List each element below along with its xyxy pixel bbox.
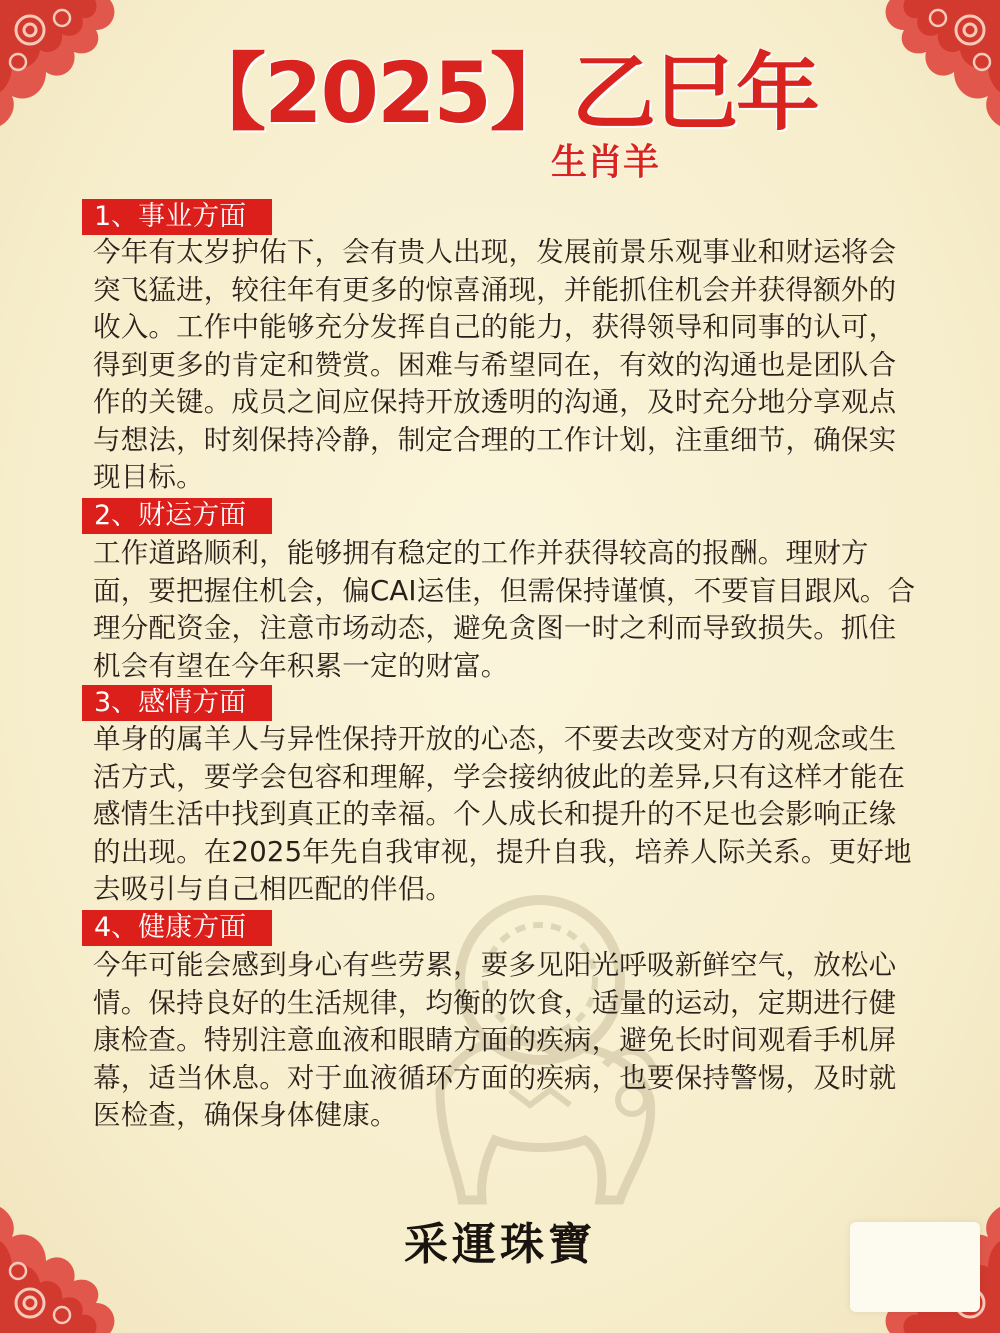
section-label-wealth: 2、财运方面 bbox=[82, 498, 272, 534]
section-label-health: 4、健康方面 bbox=[82, 910, 272, 946]
section-body-health: 今年可能会感到身心有些劳累，要多见阳光呼吸新鲜空气，放松心情。保持良好的生活规律，均衡的饮食，适量的运动，定期进行健康检查。特别注意血液和眼睛方面的疾病，避免长时间观看手机屏幕，适当休息。对于血液循环方面的疾病，也要保持警惕，及时就医检查，确保身体健康。 bbox=[93, 949, 897, 1131]
section-body-career: 今年有太岁护佑下，会有贵人出现，发展前景乐观事业和财运将会突飞猛进，较往年有更多的惊喜涌现，并能抓住机会并获得额外的收入。工作中能够充分发挥自己的能力，获得领导和同事的认可，得到更多的肯定和赞赏。困难与希望同在，有效的沟通也是团队合作的关键。成员之间应保持开放透明的沟通，及时充分地分享观点与想法，时刻保持冷静，制定合理的工作计划，注重细节，确保实现目标。 bbox=[93, 236, 897, 493]
brand-name: 采運珠寶 bbox=[404, 1219, 596, 1270]
section-label-career: 1、事业方面 bbox=[82, 199, 272, 235]
page-subtitle: 生肖羊 bbox=[550, 142, 659, 183]
section-body-relationship: 单身的属羊人与异性保持开放的心态，不要去改变对方的观念或生活方式，要学会包容和理解，学会接纳彼此的差异,只有这样才能在感情生活中找到真正的幸福。个人成长和提升的不足也会影响正缘的出现。在2025年先自我审视，提升自我，培养人际关系。更好地去吸引与自己相匹配的伴侣。 bbox=[93, 723, 912, 905]
page-title: 【2025】乙巳年 bbox=[182, 44, 818, 142]
section-body-wealth: 工作道路顺利，能够拥有稳定的工作并获得较高的报酬。理财方面，要把握住机会，偏CAI运佳，但需保持谨慎，不要盲目跟风。合理分配资金，注意市场动态，避免贪图一时之利而导致损失。抓住机会有望在今年积累一定的财富。 bbox=[93, 537, 916, 682]
section-label-relationship: 3、感情方面 bbox=[82, 685, 272, 721]
corner-overlay-box bbox=[850, 1222, 980, 1312]
